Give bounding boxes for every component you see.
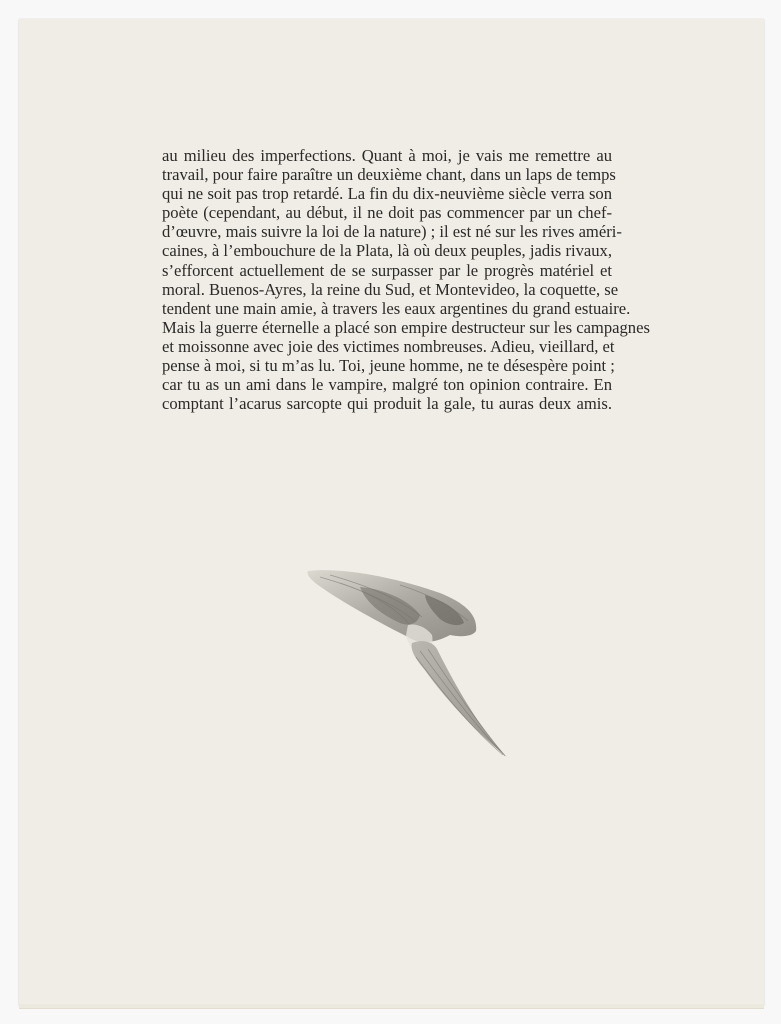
text-line: pense à moi, si tu m’as lu. Toi, jeune homme, ne te désespère point ; bbox=[162, 356, 615, 376]
text-line: Mais la guerre éternelle a placé son empire destructeur sur les campagnes bbox=[162, 317, 650, 337]
text-line: tendent une main amie, à travers les eaux argentines du grand estuaire. bbox=[162, 298, 631, 318]
text-line: poète (cependant, au début, il ne doit pas commencer par un chef- bbox=[162, 203, 612, 223]
text-line: travail, pour faire paraître un deuxième chant, dans un laps de temps bbox=[162, 165, 616, 185]
text-line: car tu as un ami dans le vampire, malgré ton opinion contraire. En bbox=[162, 375, 612, 395]
text-line: moral. Buenos-Ayres, la reine du Sud, et Montevideo, la coquette, se bbox=[162, 279, 619, 299]
body-text bbox=[162, 146, 650, 414]
shell-engraving-illustration bbox=[300, 565, 515, 765]
text-line: comptant l’acarus sarcopte qui produit la gale, tu auras deux amis. bbox=[162, 394, 612, 414]
text-line: et moissonne avec joie des victimes nombreuses. Adieu, vieillard, et bbox=[162, 336, 615, 356]
text-line: d’œuvre, mais suivre la loi de la nature) ; il est né sur les rives améri- bbox=[162, 222, 622, 242]
text-line: s’efforcent actuellement de se surpasser par le progrès matériel et bbox=[162, 260, 612, 280]
text-line: au milieu des imperfections. Quant à moi, je vais me remettre au bbox=[162, 146, 612, 165]
text-line: qui ne soit pas trop retardé. La fin du dix-neuvième siècle verra son bbox=[162, 184, 612, 204]
text-line: caines, à l’embouchure de la Plata, là où deux peuples, jadis rivaux, bbox=[162, 241, 612, 261]
